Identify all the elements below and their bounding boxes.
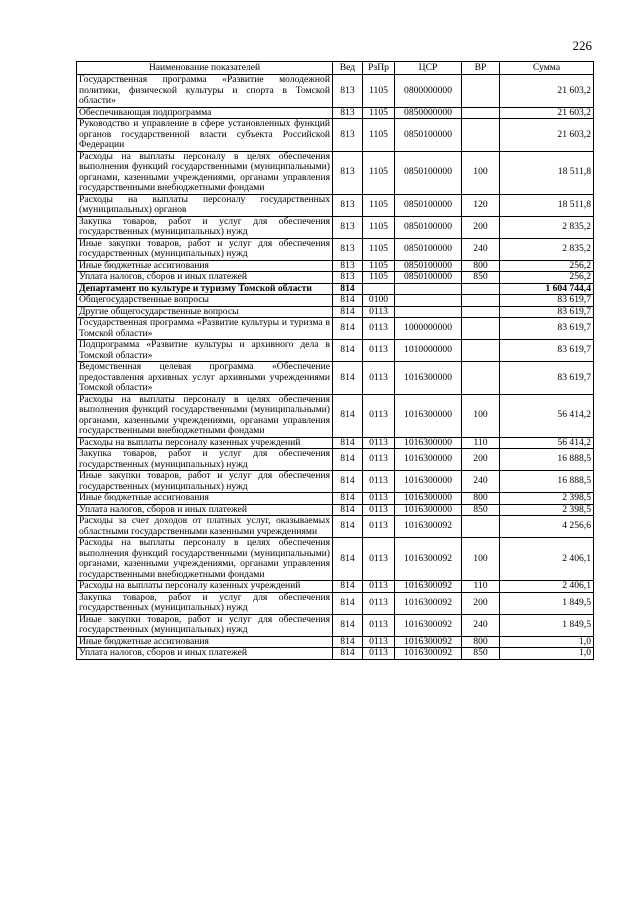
row-vr: 800 [462, 493, 500, 505]
table-row [77, 394, 594, 437]
row-name: Иные бюджетные ассигнования [77, 636, 333, 648]
row-ved: 813 [333, 272, 363, 284]
row-sum: 16 888,5 [500, 471, 594, 493]
table-body [77, 75, 594, 660]
row-ved: 814 [333, 493, 363, 505]
row-csr: 1016300000 [395, 449, 462, 471]
row-vr: 850 [462, 648, 500, 660]
row-vr: 240 [462, 471, 500, 493]
row-sum: 21 603,2 [500, 75, 594, 108]
row-ved: 814 [333, 648, 363, 660]
row-csr: 1016300092 [395, 538, 462, 581]
row-ved: 813 [333, 119, 363, 152]
row-vr [462, 318, 500, 340]
row-vr [462, 516, 500, 538]
row-csr: 0850100000 [395, 238, 462, 260]
row-name: Государственная программа «Развитие культуры и туризма в Томской области» [77, 318, 333, 340]
row-vr: 240 [462, 614, 500, 636]
row-name: Иные закупки товаров, работ и услуг для обеспечения государственных (муниципальных) нужд [77, 238, 333, 260]
row-rzpr: 0113 [363, 493, 395, 505]
row-csr: 1016300092 [395, 648, 462, 660]
table-header-row [77, 62, 594, 75]
row-rzpr: 1105 [363, 260, 395, 272]
row-rzpr: 0113 [363, 614, 395, 636]
row-vr [462, 295, 500, 307]
row-ved: 814 [333, 471, 363, 493]
row-vr [462, 340, 500, 362]
row-csr: 0850100000 [395, 216, 462, 238]
row-ved: 813 [333, 151, 363, 194]
row-csr: 1010000000 [395, 340, 462, 362]
row-ved: 814 [333, 340, 363, 362]
row-sum: 56 414,2 [500, 394, 594, 437]
row-vr: 120 [462, 194, 500, 216]
row-csr: 1016300092 [395, 614, 462, 636]
row-csr: 1016300092 [395, 592, 462, 614]
row-name: Расходы на выплаты персоналу в целях обеспечения выполнения функций государственными (муниципальными) органами, казенными учреждениями, органами управления государственными внебюджетными фондами [77, 151, 333, 194]
row-ved: 813 [333, 75, 363, 108]
row-csr: 1016300000 [395, 437, 462, 449]
row-name: Расходы за счет доходов от платных услуг, оказываемых областными государственными казенными учреждениями [77, 516, 333, 538]
row-sum: 1,0 [500, 636, 594, 648]
row-vr: 800 [462, 260, 500, 272]
table-row [77, 151, 594, 194]
row-ved: 814 [333, 394, 363, 437]
row-csr: 0850100000 [395, 260, 462, 272]
row-vr: 240 [462, 238, 500, 260]
row-name: Другие общегосударственные вопросы [77, 306, 333, 318]
row-vr: 850 [462, 272, 500, 284]
row-ved: 814 [333, 318, 363, 340]
row-sum: 83 619,7 [500, 362, 594, 395]
row-name: Закупка товаров, работ и услуг для обеспечения государственных (муниципальных) нужд [77, 592, 333, 614]
row-sum: 83 619,7 [500, 306, 594, 318]
row-csr: 0850100000 [395, 272, 462, 284]
row-sum: 1,0 [500, 648, 594, 660]
row-ved: 813 [333, 260, 363, 272]
row-csr: 1016300092 [395, 516, 462, 538]
table-row [77, 107, 594, 119]
row-ved: 814 [333, 504, 363, 516]
row-vr: 100 [462, 151, 500, 194]
table-row [77, 493, 594, 505]
table-row [77, 614, 594, 636]
row-rzpr: 0113 [363, 394, 395, 437]
row-sum: 2 406,1 [500, 581, 594, 593]
row-rzpr: 0113 [363, 636, 395, 648]
row-sum: 2 835,2 [500, 238, 594, 260]
row-sum: 21 603,2 [500, 107, 594, 119]
row-rzpr: 1105 [363, 107, 395, 119]
row-sum: 2 398,5 [500, 493, 594, 505]
row-ved: 814 [333, 306, 363, 318]
row-ved: 814 [333, 516, 363, 538]
row-sum: 18 511,8 [500, 194, 594, 216]
row-vr [462, 283, 500, 295]
table-row [77, 216, 594, 238]
row-vr: 100 [462, 394, 500, 437]
row-csr: 1000000000 [395, 318, 462, 340]
row-sum: 2 835,2 [500, 216, 594, 238]
row-ved: 814 [333, 449, 363, 471]
row-csr: 0850100000 [395, 151, 462, 194]
row-csr [395, 295, 462, 307]
table-row [77, 119, 594, 152]
row-sum: 83 619,7 [500, 295, 594, 307]
row-sum: 18 511,8 [500, 151, 594, 194]
row-vr: 110 [462, 581, 500, 593]
row-rzpr: 1105 [363, 119, 395, 152]
row-vr: 850 [462, 504, 500, 516]
row-name: Расходы на выплаты персоналу государственных (муниципальных) органов [77, 194, 333, 216]
row-name: Иные закупки товаров, работ и услуг для обеспечения государственных (муниципальных) нужд [77, 614, 333, 636]
table-row [77, 581, 594, 593]
row-ved: 814 [333, 437, 363, 449]
row-name: Уплата налогов, сборов и иных платежей [77, 272, 333, 284]
table-row [77, 471, 594, 493]
row-name: Уплата налогов, сборов и иных платежей [77, 648, 333, 660]
table-row [77, 238, 594, 260]
row-name: Государственная программа «Развитие молодежной политики, физической культуры и спорта в Томской области» [77, 75, 333, 108]
header-csr: ЦСР [395, 62, 462, 75]
row-name: Расходы на выплаты персоналу в целях обеспечения выполнения функций государственными (муниципальными) органами, казенными учреждениями, органами управления государственными внебюджетными фондами [77, 394, 333, 437]
table-row [77, 362, 594, 395]
row-csr: 1016300000 [395, 394, 462, 437]
table-row [77, 318, 594, 340]
row-csr: 0850000000 [395, 107, 462, 119]
table-row [77, 306, 594, 318]
table-row [77, 260, 594, 272]
row-name: Департамент по культуре и туризму Томской области [77, 283, 333, 295]
row-sum: 256,2 [500, 272, 594, 284]
row-name: Обеспечивающая подпрограмма [77, 107, 333, 119]
table-row [77, 636, 594, 648]
header-ved: Вед [333, 62, 363, 75]
row-name: Расходы на выплаты персоналу в целях обеспечения выполнения функций государственными (муниципальными) органами, казенными учреждениями, органами управления государственными внебюджетными фондами [77, 538, 333, 581]
row-csr: 1016300000 [395, 504, 462, 516]
row-vr: 200 [462, 449, 500, 471]
page-number: 226 [572, 38, 592, 53]
row-csr: 0800000000 [395, 75, 462, 108]
header-rzpr: РзПр [363, 62, 395, 75]
row-ved: 814 [333, 614, 363, 636]
row-vr [462, 75, 500, 108]
row-rzpr: 0113 [363, 471, 395, 493]
row-rzpr: 1105 [363, 151, 395, 194]
row-csr: 1016300000 [395, 493, 462, 505]
table-row [77, 437, 594, 449]
row-csr: 1016300000 [395, 362, 462, 395]
header-vr: ВР [462, 62, 500, 75]
row-name: Иные закупки товаров, работ и услуг для обеспечения государственных (муниципальных) нужд [77, 471, 333, 493]
row-rzpr: 0113 [363, 362, 395, 395]
table-row [77, 516, 594, 538]
row-sum: 1 849,5 [500, 614, 594, 636]
row-rzpr: 0113 [363, 581, 395, 593]
row-sum: 56 414,2 [500, 437, 594, 449]
row-rzpr: 0113 [363, 437, 395, 449]
row-csr: 0850100000 [395, 194, 462, 216]
table-row [77, 283, 594, 295]
row-vr [462, 362, 500, 395]
row-name: Руководство и управление в сфере установленных функций органов государственной власти субъекта Российской Федерации [77, 119, 333, 152]
table-row [77, 504, 594, 516]
table-row [77, 340, 594, 362]
row-sum: 256,2 [500, 260, 594, 272]
row-sum: 1 849,5 [500, 592, 594, 614]
row-rzpr: 0113 [363, 504, 395, 516]
row-sum: 1 604 744,4 [500, 283, 594, 295]
row-ved: 813 [333, 238, 363, 260]
row-rzpr: 1105 [363, 75, 395, 108]
row-csr [395, 283, 462, 295]
table-row [77, 449, 594, 471]
row-name: Уплата налогов, сборов и иных платежей [77, 504, 333, 516]
table-row [77, 648, 594, 660]
row-csr [395, 306, 462, 318]
row-name: Закупка товаров, работ и услуг для обеспечения государственных (муниципальных) нужд [77, 216, 333, 238]
table-row [77, 592, 594, 614]
row-ved: 814 [333, 581, 363, 593]
table-row [77, 75, 594, 108]
row-rzpr: 0100 [363, 295, 395, 307]
row-vr [462, 119, 500, 152]
row-name: Расходы на выплаты персоналу казенных учреждений [77, 437, 333, 449]
header-name: Наименование показателей [77, 62, 333, 75]
row-ved: 814 [333, 295, 363, 307]
row-vr [462, 107, 500, 119]
row-csr: 1016300092 [395, 636, 462, 648]
table-row [77, 295, 594, 307]
row-ved: 814 [333, 636, 363, 648]
row-vr: 100 [462, 538, 500, 581]
row-vr: 200 [462, 216, 500, 238]
row-name: Расходы на выплаты персоналу казенных учреждений [77, 581, 333, 593]
row-sum: 21 603,2 [500, 119, 594, 152]
row-vr: 200 [462, 592, 500, 614]
row-ved: 813 [333, 107, 363, 119]
row-ved: 814 [333, 283, 363, 295]
row-name: Иные бюджетные ассигнования [77, 260, 333, 272]
row-ved: 814 [333, 592, 363, 614]
row-sum: 4 256,6 [500, 516, 594, 538]
row-sum: 83 619,7 [500, 318, 594, 340]
row-name: Иные бюджетные ассигнования [77, 493, 333, 505]
row-rzpr: 0113 [363, 592, 395, 614]
row-rzpr: 0113 [363, 648, 395, 660]
table-row [77, 272, 594, 284]
row-vr: 110 [462, 437, 500, 449]
row-csr: 1016300000 [395, 471, 462, 493]
row-sum: 16 888,5 [500, 449, 594, 471]
row-sum: 2 398,5 [500, 504, 594, 516]
row-name: Подпрограмма «Развитие культуры и архивного дела в Томской области» [77, 340, 333, 362]
row-rzpr: 1105 [363, 194, 395, 216]
row-name: Закупка товаров, работ и услуг для обеспечения государственных (муниципальных) нужд [77, 449, 333, 471]
row-ved: 813 [333, 216, 363, 238]
table-row [77, 194, 594, 216]
header-sum: Сумма [500, 62, 594, 75]
row-ved: 813 [333, 194, 363, 216]
row-vr: 800 [462, 636, 500, 648]
row-rzpr [363, 283, 395, 295]
row-csr: 1016300092 [395, 581, 462, 593]
budget-table [76, 61, 594, 660]
row-vr [462, 306, 500, 318]
row-rzpr: 0113 [363, 318, 395, 340]
row-sum: 2 406,1 [500, 538, 594, 581]
row-rzpr: 0113 [363, 340, 395, 362]
row-ved: 814 [333, 362, 363, 395]
row-rzpr: 0113 [363, 449, 395, 471]
row-rzpr: 0113 [363, 516, 395, 538]
row-name: Ведомственная целевая программа «Обеспечение предоставления архивных услуг архивными учреждениями Томской области» [77, 362, 333, 395]
row-csr: 0850100000 [395, 119, 462, 152]
row-sum: 83 619,7 [500, 340, 594, 362]
row-rzpr: 1105 [363, 216, 395, 238]
row-rzpr: 1105 [363, 272, 395, 284]
row-name: Общегосударственные вопросы [77, 295, 333, 307]
table-row [77, 538, 594, 581]
row-rzpr: 0113 [363, 306, 395, 318]
row-rzpr: 0113 [363, 538, 395, 581]
row-rzpr: 1105 [363, 238, 395, 260]
row-ved: 814 [333, 538, 363, 581]
